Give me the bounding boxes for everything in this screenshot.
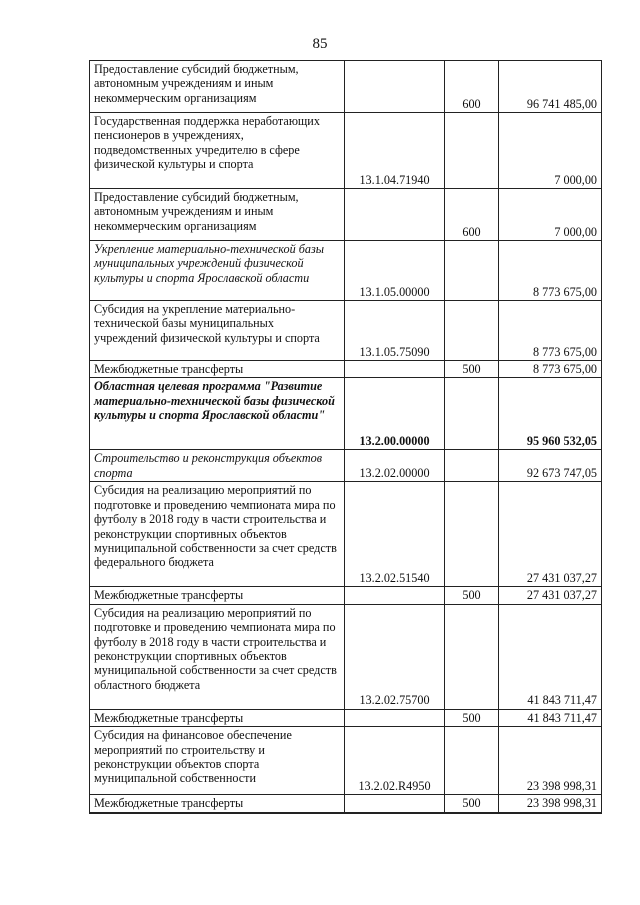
row-code: 13.1.04.71940 — [345, 113, 445, 189]
row-name: Субсидия на финансовое обеспечение мероприятий по строительству и реконструкции объектов спорта муниципальной собственности — [90, 727, 345, 795]
row-code — [345, 61, 445, 113]
row-sum: 23 398 998,31 — [499, 727, 602, 795]
budget-table — [89, 60, 602, 814]
row-type — [445, 378, 499, 450]
row-type — [445, 727, 499, 795]
row-sum: 8 773 675,00 — [499, 301, 602, 361]
table-row — [90, 727, 602, 795]
row-type — [445, 241, 499, 301]
row-code: 13.2.02.51540 — [345, 482, 445, 587]
row-name: Областная целевая программа "Развитие материально-технической базы физической культуры и спорта Ярославской области" — [90, 378, 345, 450]
row-sum: 7 000,00 — [499, 189, 602, 241]
row-sum: 8 773 675,00 — [499, 241, 602, 301]
row-name: Межбюджетные трансферты — [90, 795, 345, 813]
row-type: 600 — [445, 189, 499, 241]
row-code: 13.1.05.75090 — [345, 301, 445, 361]
table-row — [90, 189, 602, 241]
row-name: Субсидия на укрепление материально-технической базы муниципальных учреждений физической культуры и спорта — [90, 301, 345, 361]
row-sum: 95 960 532,05 — [499, 378, 602, 450]
table-row — [90, 450, 602, 482]
row-sum: 41 843 711,47 — [499, 604, 602, 709]
row-sum: 96 741 485,00 — [499, 61, 602, 113]
row-type — [445, 482, 499, 587]
row-sum: 7 000,00 — [499, 113, 602, 189]
table-row — [90, 61, 602, 113]
table-row — [90, 378, 602, 450]
row-type: 500 — [445, 709, 499, 726]
row-type: 500 — [445, 587, 499, 604]
row-type: 500 — [445, 361, 499, 378]
row-name: Субсидия на реализацию мероприятий по подготовке и проведению чемпионата мира по футболу в 2018 году в части строительства и реконструкции спортивных объектов муниципальной собственности за счет средств областного бюджета — [90, 604, 345, 709]
row-sum: 27 431 037,27 — [499, 587, 602, 604]
row-name: Предоставление субсидий бюджетным, автономным учреждениям и иным некоммерческим организациям — [90, 61, 345, 113]
row-code: 13.2.02.00000 — [345, 450, 445, 482]
row-name: Межбюджетные трансферты — [90, 361, 345, 378]
row-name: Субсидия на реализацию мероприятий по подготовке и проведению чемпионата мира по футболу в 2018 году в части строительства и реконструкции спортивных объектов муниципальной собственности за счет средств федерального бюджета — [90, 482, 345, 587]
row-sum: 41 843 711,47 — [499, 709, 602, 726]
table-row — [90, 241, 602, 301]
row-type — [445, 301, 499, 361]
row-name: Государственная поддержка неработающих пенсионеров в учреждениях, подведомственных учредителю в сфере физической культуры и спорта — [90, 113, 345, 189]
row-code: 13.1.05.00000 — [345, 241, 445, 301]
row-type — [445, 113, 499, 189]
table-row — [90, 113, 602, 189]
row-sum: 27 431 037,27 — [499, 482, 602, 587]
row-name: Межбюджетные трансферты — [90, 587, 345, 604]
row-code — [345, 587, 445, 604]
row-type — [445, 604, 499, 709]
table-row — [90, 795, 602, 813]
table-row — [90, 587, 602, 604]
row-sum: 8 773 675,00 — [499, 361, 602, 378]
row-name: Межбюджетные трансферты — [90, 709, 345, 726]
row-code — [345, 709, 445, 726]
row-type: 600 — [445, 61, 499, 113]
table-row — [90, 604, 602, 709]
budget-table-body — [90, 61, 602, 813]
row-code: 13.2.02.75700 — [345, 604, 445, 709]
row-code — [345, 361, 445, 378]
table-row — [90, 482, 602, 587]
row-name: Укрепление материально-технической базы муниципальных учреждений физической культуры и спорта Ярославской области — [90, 241, 345, 301]
row-type — [445, 450, 499, 482]
row-sum: 23 398 998,31 — [499, 795, 602, 813]
row-code — [345, 189, 445, 241]
table-row — [90, 361, 602, 378]
row-code — [345, 795, 445, 813]
table-row — [90, 301, 602, 361]
row-name: Строительство и реконструкция объектов спорта — [90, 450, 345, 482]
row-code: 13.2.02.R4950 — [345, 727, 445, 795]
table-row — [90, 709, 602, 726]
page-number: 85 — [312, 36, 328, 52]
row-sum: 92 673 747,05 — [499, 450, 602, 482]
row-code: 13.2.00.00000 — [345, 378, 445, 450]
row-name: Предоставление субсидий бюджетным, автономным учреждениям и иным некоммерческим организациям — [90, 189, 345, 241]
row-type: 500 — [445, 795, 499, 813]
